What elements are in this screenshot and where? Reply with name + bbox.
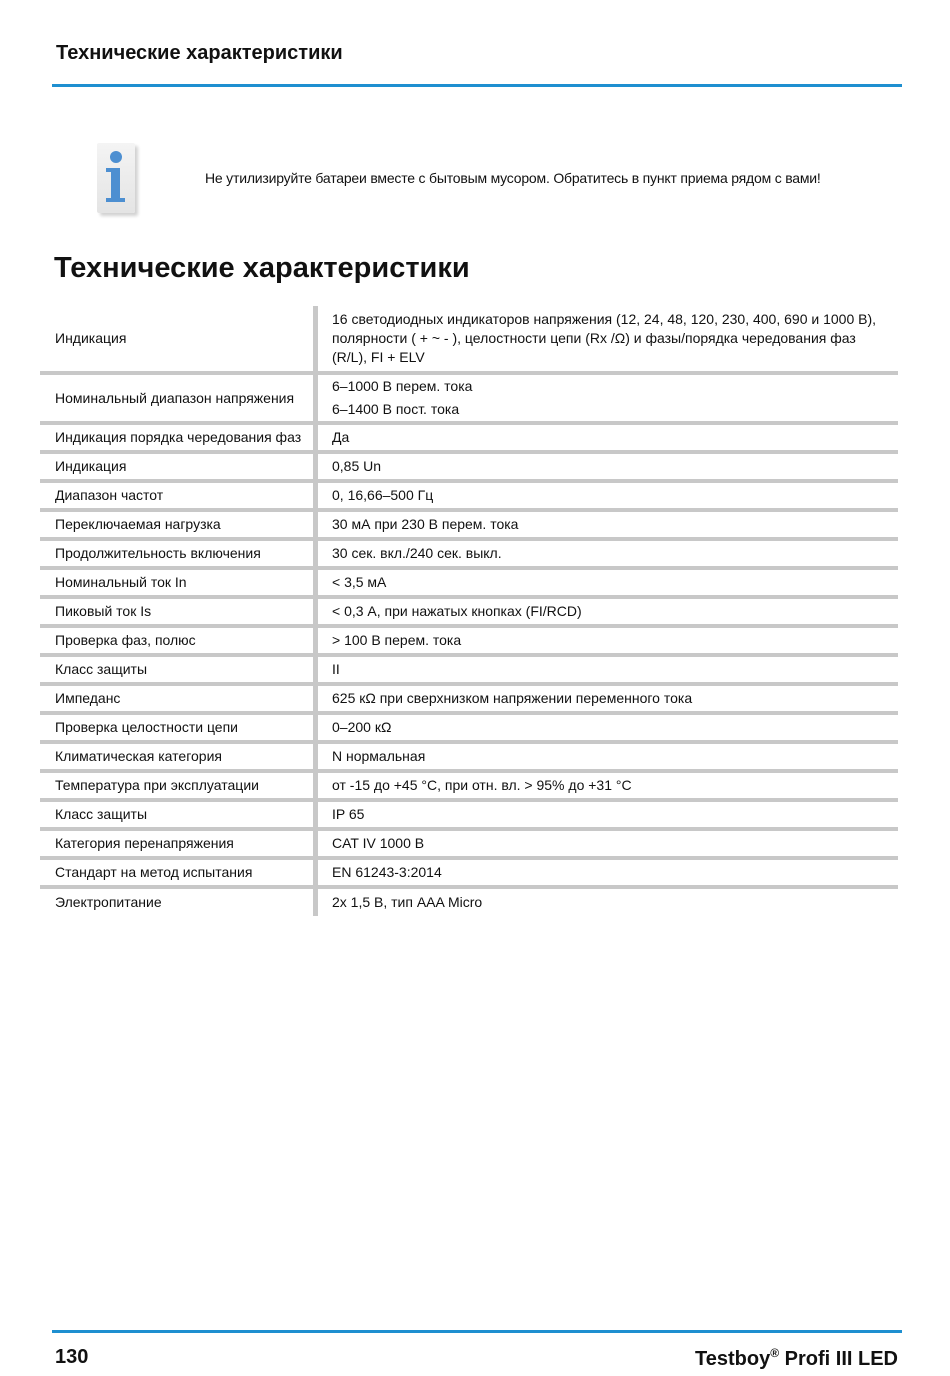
spec-value-cell — [316, 713, 899, 742]
product-name — [695, 1346, 898, 1371]
spec-label: Индикация — [40, 452, 316, 481]
spec-value: Да — [332, 429, 350, 445]
spec-label: Номинальный ток In — [40, 568, 316, 597]
spec-row — [40, 655, 898, 684]
spec-label: Индикация порядка чередования фаз — [40, 423, 316, 452]
spec-label: Категория перенапряжения — [40, 829, 316, 858]
spec-row — [40, 626, 898, 655]
spec-value-cell — [316, 423, 899, 452]
spec-value-cell — [316, 452, 899, 481]
spec-value: N нормальная — [332, 748, 426, 764]
header-title: Технические характеристики — [56, 42, 343, 64]
spec-value-cell — [316, 373, 899, 423]
spec-row — [40, 568, 898, 597]
spec-label: Проверка фаз, полюс — [40, 626, 316, 655]
spec-row — [40, 481, 898, 510]
spec-label: Переключаемая нагрузка — [40, 510, 316, 539]
spec-label: Климатическая категория — [40, 742, 316, 771]
spec-label: Пиковый ток Is — [40, 597, 316, 626]
spec-row — [40, 423, 898, 452]
spec-label: Импеданс — [40, 684, 316, 713]
spec-row — [40, 887, 898, 916]
spec-value-cell — [316, 742, 899, 771]
spec-row — [40, 800, 898, 829]
spec-value: > 100 В перем. тока — [332, 632, 462, 648]
spec-row — [40, 306, 898, 373]
spec-value-cell — [316, 510, 899, 539]
spec-label: Проверка целостности цепи — [40, 713, 316, 742]
footer-divider — [52, 1330, 902, 1333]
spec-row — [40, 510, 898, 539]
spec-value-cell — [316, 481, 899, 510]
spec-value: 30 мА при 230 В перем. тока — [332, 516, 519, 532]
spec-label: Электропитание — [40, 887, 316, 916]
spec-row — [40, 742, 898, 771]
spec-row — [40, 373, 898, 423]
spec-value-cell — [316, 771, 899, 800]
spec-value-cell — [316, 597, 899, 626]
brand-name: Testboy — [695, 1348, 771, 1370]
spec-value: 6–1000 В перем. тока — [332, 378, 473, 394]
spec-label: Продолжительность включения — [40, 539, 316, 568]
spec-label: Стандарт на метод испытания — [40, 858, 316, 887]
spec-value-cell — [316, 626, 899, 655]
spec-row — [40, 858, 898, 887]
spec-row — [40, 684, 898, 713]
section-title: Технические характеристики — [54, 252, 470, 284]
spec-value-cell — [316, 655, 899, 684]
spec-label: Класс защиты — [40, 800, 316, 829]
page-number: 130 — [55, 1346, 89, 1368]
header-divider — [52, 84, 902, 87]
spec-value-cell — [316, 829, 899, 858]
spec-value: 6–1400 В пост. тока — [332, 401, 460, 417]
spec-value-cell — [316, 684, 899, 713]
spec-row — [40, 597, 898, 626]
spec-label: Температура при эксплуатации — [40, 771, 316, 800]
model-name: Profi III LED — [784, 1348, 898, 1370]
spec-value-cell — [316, 539, 899, 568]
spec-value: IP 65 — [332, 806, 365, 822]
spec-value: 0–200 кΩ — [332, 719, 392, 735]
spec-row — [40, 771, 898, 800]
spec-value: 30 сек. вкл./240 сек. выкл. — [332, 545, 502, 561]
spec-value: EN 61243-3:2014 — [332, 864, 442, 880]
spec-row — [40, 829, 898, 858]
spec-label: Диапазон частот — [40, 481, 316, 510]
spec-value: 2x 1,5 В, тип AAA Micro — [332, 894, 483, 910]
spec-label: Номинальный диапазон напряжения — [40, 373, 316, 423]
spec-label: Класс защиты — [40, 655, 316, 684]
spec-value-cell — [316, 568, 899, 597]
spec-value: от -15 до +45 °С, при отн. вл. > 95% до +31 °С — [332, 777, 632, 793]
spec-row — [40, 713, 898, 742]
spec-label: Индикация — [40, 306, 316, 373]
spec-row — [40, 539, 898, 568]
specifications-table — [40, 306, 898, 916]
spec-value-cell — [316, 306, 899, 373]
spec-value: 0,85 Un — [332, 458, 382, 474]
spec-value: < 3,5 мА — [332, 574, 387, 590]
info-icon — [97, 143, 135, 213]
spec-value-cell — [316, 858, 899, 887]
spec-value: 625 кΩ при сверхнизком напряжении переменного тока — [332, 690, 693, 706]
battery-disposal-notice: Не утилизируйте батареи вместе с бытовым мусором. Обратитесь в пункт приема рядом с вами! — [205, 170, 821, 186]
spec-row — [40, 452, 898, 481]
spec-value: II — [332, 661, 340, 677]
spec-value: CAT IV 1000 В — [332, 835, 425, 851]
spec-value: 0, 16,66–500 Гц — [332, 487, 434, 503]
spec-value-cell — [316, 887, 899, 916]
spec-value-cell — [316, 800, 899, 829]
spec-value: 16 светодиодных индикаторов напряжения (12, 24, 48, 120, 230, 400, 690 и 1000 В), полярности ( + ~ - ), целостности цепи (Rx /Ω) и фазы/порядка чередования фаз (R/L), FI + ELV — [332, 311, 877, 365]
registered-mark: ® — [770, 1346, 780, 1360]
spec-value: < 0,3 А, при нажатых кнопках (FI/RCD) — [332, 603, 582, 619]
